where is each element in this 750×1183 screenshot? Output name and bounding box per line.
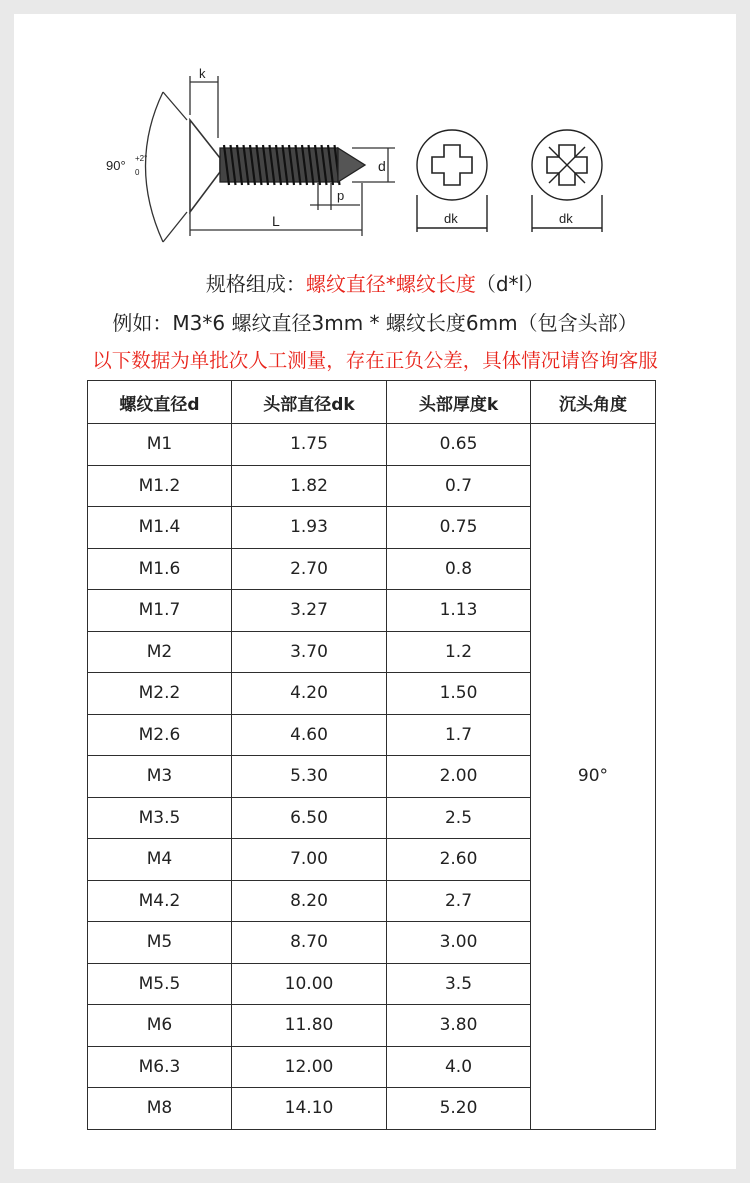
cell-head-thickness: 2.00	[387, 756, 531, 798]
L-label: L	[272, 213, 280, 229]
angle-tolerance-lower: 0	[135, 168, 140, 177]
spec-suffix: （d*l）	[475, 272, 545, 296]
d-label: d	[378, 158, 386, 174]
measurement-note: 以下数据为单批次人工测量，存在正负公差，具体情况请咨询客服	[92, 349, 658, 372]
cell-head-diameter: 11.80	[232, 1005, 387, 1047]
table-body	[88, 424, 656, 1130]
cell-countersink-angle: 90°	[531, 424, 656, 1130]
cell-thread-diameter: M4.2	[88, 880, 232, 922]
screw-head	[190, 120, 220, 212]
header-countersink-angle: 沉头角度	[531, 381, 656, 424]
example-line: 例如：M3*6 螺纹直径3mm * 螺纹长度6mm（包含头部）	[112, 311, 638, 335]
cell-head-thickness: 1.7	[387, 714, 531, 756]
cell-head-thickness: 3.00	[387, 922, 531, 964]
cell-thread-diameter: M1.2	[88, 465, 232, 507]
cell-head-thickness: 3.5	[387, 963, 531, 1005]
cell-head-thickness: 2.60	[387, 839, 531, 881]
cell-head-thickness: 0.65	[387, 424, 531, 466]
cell-thread-diameter: M1	[88, 424, 232, 466]
cell-thread-diameter: M1.7	[88, 590, 232, 632]
cell-thread-diameter: M4	[88, 839, 232, 881]
dk-label-phillips: dk	[444, 211, 458, 226]
cell-head-thickness: 2.5	[387, 797, 531, 839]
cell-head-thickness: 0.75	[387, 507, 531, 549]
cell-head-thickness: 1.13	[387, 590, 531, 632]
cell-head-diameter: 4.60	[232, 714, 387, 756]
table-row	[88, 424, 656, 466]
dk-label-pozidriv: dk	[559, 211, 573, 226]
table-header-row	[88, 381, 656, 424]
cell-head-diameter: 6.50	[232, 797, 387, 839]
spec-prefix: 规格组成：	[205, 272, 306, 296]
header-thread-diameter: 螺纹直径d	[88, 381, 232, 424]
cell-head-diameter: 1.82	[232, 465, 387, 507]
spec-table	[87, 380, 656, 1130]
cell-thread-diameter: M2.6	[88, 714, 232, 756]
header-head-diameter: 头部直径dk	[232, 381, 387, 424]
k-label: k	[199, 66, 206, 81]
cell-head-diameter: 8.20	[232, 880, 387, 922]
spec-format-line	[0, 268, 750, 297]
cell-head-diameter: 1.75	[232, 424, 387, 466]
cell-thread-diameter: M3	[88, 756, 232, 798]
cell-thread-diameter: M2	[88, 631, 232, 673]
cell-thread-diameter: M2.2	[88, 673, 232, 715]
screw-tip	[338, 148, 365, 182]
cell-thread-diameter: M1.4	[88, 507, 232, 549]
cell-head-diameter: 8.70	[232, 922, 387, 964]
cell-thread-diameter: M5.5	[88, 963, 232, 1005]
head-top-view-phillips	[417, 130, 487, 200]
cell-head-thickness: 1.2	[387, 631, 531, 673]
cell-head-diameter: 14.10	[232, 1088, 387, 1130]
header-head-thickness: 头部厚度k	[387, 381, 531, 424]
angle-label: 90°	[106, 158, 126, 173]
cell-head-diameter: 1.93	[232, 507, 387, 549]
screw-diagram	[0, 0, 750, 250]
cell-head-diameter: 5.30	[232, 756, 387, 798]
cell-head-thickness: 2.7	[387, 880, 531, 922]
cell-head-diameter: 12.00	[232, 1046, 387, 1088]
cell-head-diameter: 4.20	[232, 673, 387, 715]
cell-head-thickness: 1.50	[387, 673, 531, 715]
cell-head-thickness: 5.20	[387, 1088, 531, 1130]
cell-head-diameter: 3.70	[232, 631, 387, 673]
cell-head-thickness: 4.0	[387, 1046, 531, 1088]
cell-thread-diameter: M3.5	[88, 797, 232, 839]
cell-thread-diameter: M5	[88, 922, 232, 964]
cell-thread-diameter: M8	[88, 1088, 232, 1130]
cell-head-diameter: 10.00	[232, 963, 387, 1005]
cell-head-thickness: 3.80	[387, 1005, 531, 1047]
p-label: p	[337, 188, 345, 203]
angle-tolerance-upper: +2°	[135, 154, 148, 163]
cell-head-thickness: 0.7	[387, 465, 531, 507]
cell-head-diameter: 2.70	[232, 548, 387, 590]
cell-head-diameter: 7.00	[232, 839, 387, 881]
cell-thread-diameter: M6	[88, 1005, 232, 1047]
cell-head-thickness: 0.8	[387, 548, 531, 590]
cell-head-diameter: 3.27	[232, 590, 387, 632]
cell-thread-diameter: M1.6	[88, 548, 232, 590]
cell-thread-diameter: M6.3	[88, 1046, 232, 1088]
angle-arc	[146, 92, 164, 242]
spec-highlight: 螺纹直径*螺纹长度	[305, 272, 476, 296]
